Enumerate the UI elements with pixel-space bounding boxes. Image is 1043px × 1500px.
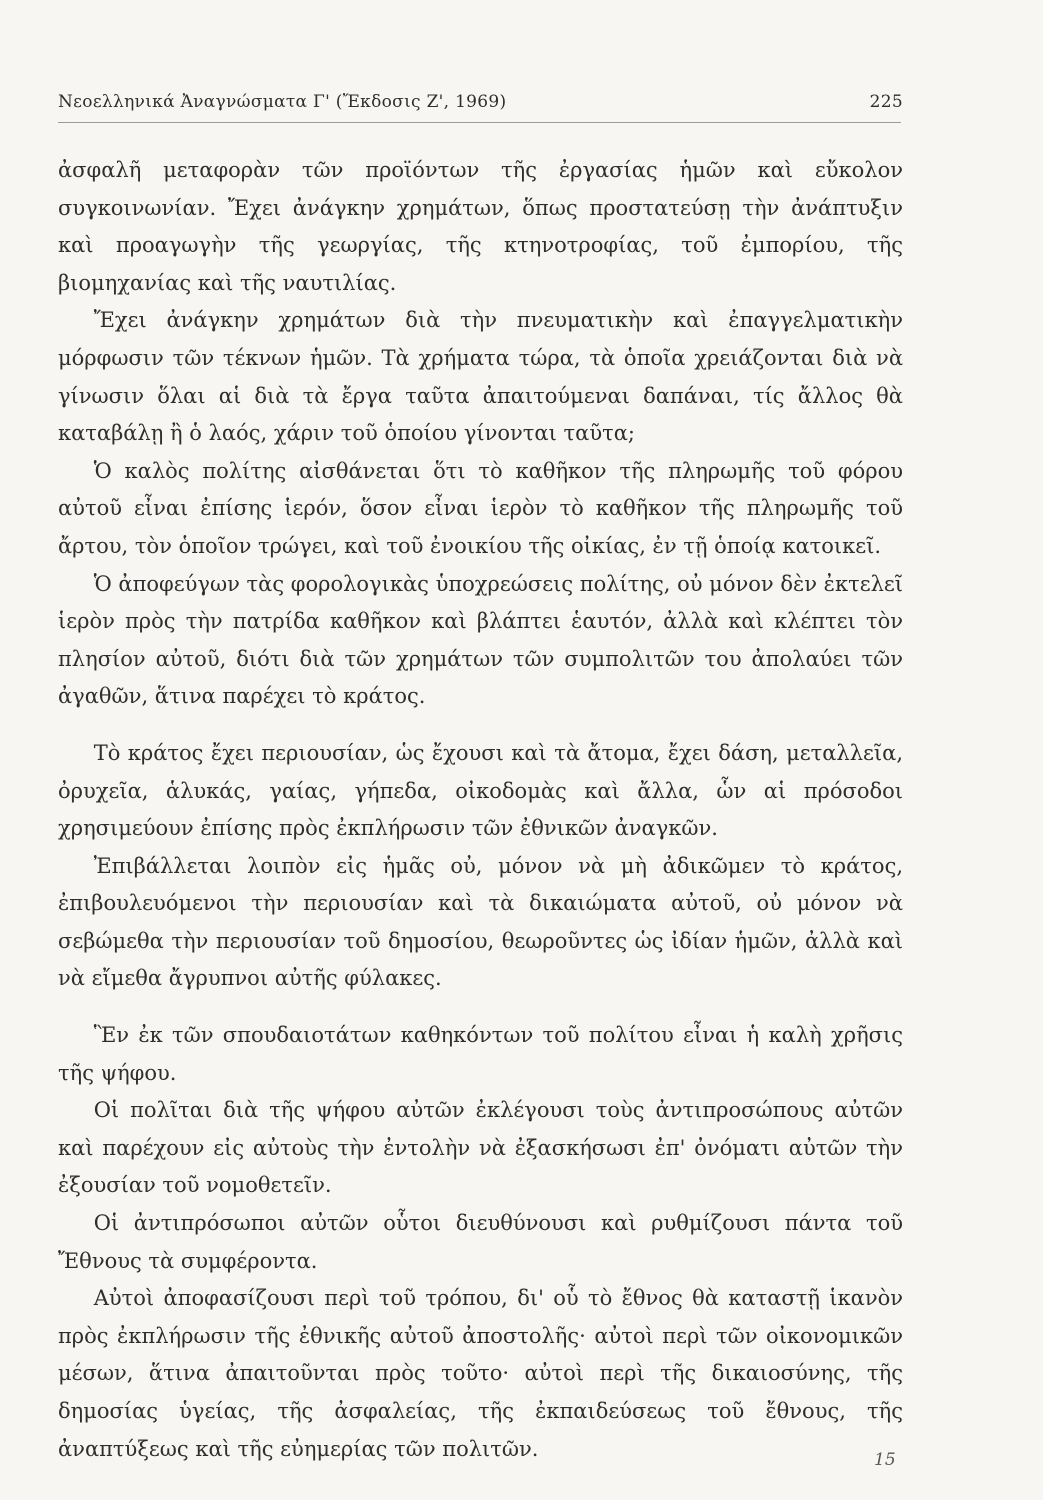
running-header — [58, 88, 901, 123]
paragraph: Τὸ κράτος ἔχει περιουσίαν, ὡς ἔχουσι καὶ τὰ ἄτομα, ἔχει δάση, μεταλλεῖα, ὀρυχεῖα, ἁλυκάς, γαίας, γήπεδα, οἰκοδομὰς καὶ ἄλλα, ὧν αἱ πρόσοδοι χρησιμεύουν ἐπίσης πρὸς ἐκπλήρωσιν τῶν ἐθνικῶν ἀναγκῶν. — [58, 740, 903, 841]
paragraph: Ὁ καλὸς πολίτης αἰσθάνεται ὅτι τὸ καθῆκον τῆς πληρωμῆς τοῦ φόρου αὐτοῦ εἶναι ἐπίσης ἱερόν, ὅσον εἶναι ἱερὸν τὸ καθῆκον τῆς πληρωμῆς τοῦ ἄρτου, τὸν ὁποῖον τρώγει, καὶ τοῦ ἐνοικίου τῆς οἰκίας, ἐν τῇ ὁποίᾳ κατοικεῖ. — [58, 458, 903, 558]
paragraph: Οἱ πολῖται διὰ τῆς ψήφου αὐτῶν ἐκλέγουσι τοὺς ἀντιπροσώπους αὐτῶν καὶ παρέχουν εἰς αὐτοὺς τὴν ἐντολὴν νὰ ἐξασκήσωσι ἐπ' ὀνόματι αὐτῶν τὴν ἐξουσίαν τοῦ νομοθετεῖν. — [58, 1098, 903, 1198]
body-text — [58, 152, 903, 1468]
paragraph: Ἓν ἐκ τῶν σπουδαιοτάτων καθηκόντων τοῦ πολίτου εἶναι ἡ καλὴ χρῆσις τῆς ψήφου. — [58, 1023, 903, 1085]
page-number: 225 — [869, 92, 903, 112]
paragraph: Οἱ ἀντιπρόσωποι αὐτῶν οὗτοι διευθύνουσι καὶ ρυθμίζουσι πάντα τοῦ Ἔθνους τὰ συμφέροντα. — [58, 1211, 903, 1273]
paragraph: ἀσφαλῆ μεταφορὰν τῶν προϊόντων τῆς ἐργασίας ἡμῶν καὶ εὔκολον συγκοινωνίαν. Ἔχει ἀνάγκην χρημάτων, ὅπως προστατεύσῃ τὴν ἀνάπτυξιν καὶ προαγωγὴν τῆς γεωργίας, τῆς κτηνοτροφίας, τοῦ ἐμπορίου, τῆς βιομηχανίας καὶ τῆς ναυτιλίας. — [58, 158, 903, 295]
paragraph: Ὁ ἀποφεύγων τὰς φορολογικὰς ὑποχρεώσεις πολίτης, οὐ μόνον δὲν ἐκτελεῖ ἱερὸν πρὸς τὴν πατρίδα καθῆκον καὶ βλάπτει ἑαυτόν, ἀλλὰ καὶ κλέπτει τὸν πλησίον αὐτοῦ, διότι διὰ τῶν χρημάτων τῶν συμπολιτῶν του ἀπολαύει τῶν ἀγαθῶν, ἅτινα παρέχει τὸ κράτος. — [58, 571, 903, 709]
header-title: Νεοελληνικά Ἀναγνώσματα Γ' (Ἔκδοσις Ζ', 1969) — [58, 92, 507, 112]
signature-number: 15 — [874, 1450, 896, 1470]
paragraph: Αὐτοὶ ἀποφασίζουσι περὶ τοῦ τρόπου, δι' οὗ τὸ ἔθνος θὰ καταστῇ ἱκανὸν πρὸς ἐκπλήρωσιν τῆς ἐθνικῆς αὐτοῦ ἀποστολῆς· αὐτοὶ περὶ τῶν οἰκονομικῶν μέσων, ἅτινα ἀπαιτοῦνται πρὸς τοῦτο· αὐτοὶ περὶ τῆς δικαιοσύνης, τῆς δημοσίας ὑγείας, τῆς ἀσφαλείας, τῆς ἐκπαιδεύσεως τοῦ ἔθνους, τῆς ἀναπτύξεως καὶ τῆς εὐημερίας τῶν πολιτῶν. — [58, 1286, 903, 1461]
paragraph: Ἔχει ἀνάγκην χρημάτων διὰ τὴν πνευματικὴν καὶ ἐπαγγελματικὴν μόρφωσιν τῶν τέκνων ἡμῶν. Τὰ χρήματα τώρα, τὰ ὁποῖα χρειάζονται διὰ νὰ γίνωσιν ὅλαι αἱ διὰ τὰ ἔργα ταῦτα ἀπαιτούμεναι δαπάναι, τίς ἄλλος θὰ καταβάλῃ ἢ ὁ λαός, χάριν τοῦ ὁποίου γίνονται ταῦτα; — [58, 308, 903, 446]
paragraph: Ἐπιβάλλεται λοιπὸν εἰς ἡμᾶς οὐ, μόνον νὰ μὴ ἀδικῶμεν τὸ κράτος, ἐπιβουλευόμενοι τὴν περιουσίαν καὶ τὰ δικαιώματα αὐτοῦ, οὐ μόνον νὰ σεβώμεθα τὴν περιουσίαν τοῦ δημοσίου, θεωροῦντες ὡς ἰδίαν ἡμῶν, ἀλλὰ καὶ νὰ εἴμεθα ἄγρυπνοι αὐτῆς φύλακες. — [58, 853, 903, 991]
